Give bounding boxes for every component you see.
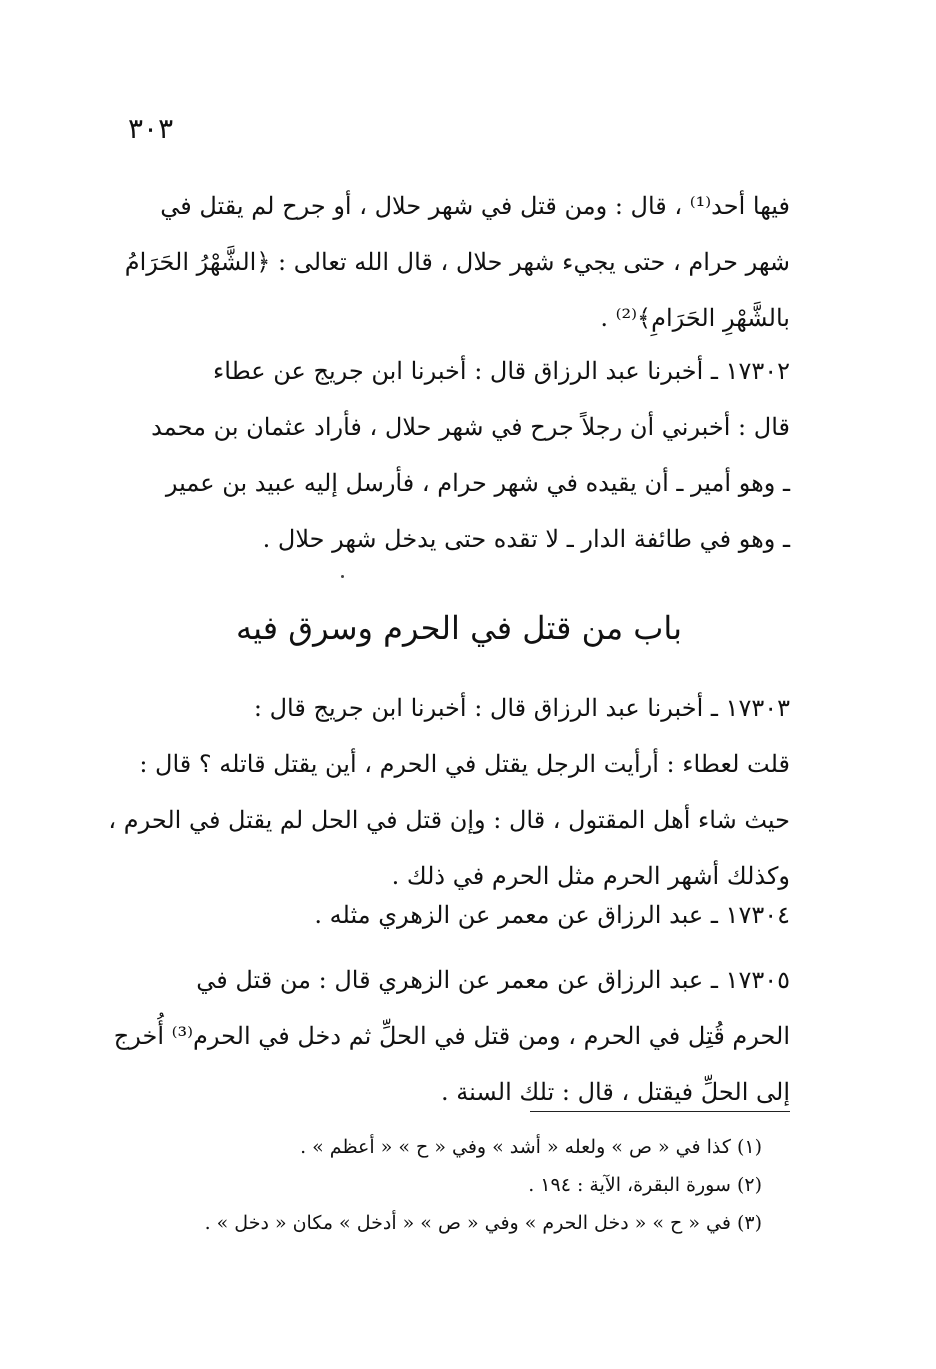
text-line: شهر حرام ، حتى يجيء شهر حلال ، قال الله تعالى : ﴿الشَّهْرُ الحَرَامُ [124,248,790,276]
text-line: ١٧٣٠٣ ـ أخبرنا عبد الرزاق قال : أخبرنا ابن جريج قال : [253,694,790,722]
text-line: وكذلك أشهر الحرم مثل الحرم في ذلك . [391,862,790,890]
text-line: فيها أحد⁽¹⁾ ، قال : ومن قتل في شهر حلال ، أو جرح لم يقتل في [160,192,790,220]
hadith-17304 [128,887,790,943]
footnote-2: (٢) سورة البقرة، الآية : ١٩٤ . [528,1174,762,1196]
footnote-3: (٣) في « ح » « دخل الحرم » وفي « ص » « أدخل » مكان « دخل » . [204,1212,762,1234]
ink-dot [341,575,344,578]
hadith-17302 [128,343,790,567]
text-line: قلت لعطاء : أرأيت الرجل يقتل في الحرم ، أين يقتل قاتله ؟ قال : [139,750,790,778]
text-line: ١٧٣٠٤ ـ عبد الرزاق عن معمر عن الزهري مثله . [314,901,790,929]
footnotes [128,1128,790,1242]
hadith-17303 [108,680,790,904]
footnote-1: (١) كذا في « ص » ولعله « أشد » وفي « ح » « أعظم » . [300,1136,762,1158]
page-number: ٣٠٣ [128,112,174,145]
text-line: ١٧٣٠٥ ـ عبد الرزاق عن معمر عن الزهري قال : من قتل في [196,966,790,994]
text-line: حيث شاء أهل المقتول ، قال : وإن قتل في الحل لم يقتل في الحرم ، [108,806,790,834]
text-line: بالشَّهْرِ الحَرَامِ﴾⁽²⁾ . [600,304,790,332]
chapter-heading: باب من قتل في الحرم وسرق فيه [235,609,683,647]
paragraph-continuation [124,178,790,346]
text-line: قال : أخبرني أن رجلاً جرح في شهر حلال ، فأراد عثمان بن محمد [151,413,790,441]
text-line: ـ وهو أمير ـ أن يقيده في شهر حرام ، فأرسل إليه عبيد بن عمير [165,469,790,497]
text-line: الحرم قُتِل في الحرم ، ومن قتل في الحلِّ ثم دخل في الحرم⁽³⁾ أُخرج [113,1022,790,1050]
text-line: ١٧٣٠٢ ـ أخبرنا عبد الرزاق قال : أخبرنا ابن جريج عن عطاء [213,357,790,385]
text-line: ـ وهو في طائفة الدار ـ لا تقده حتى يدخل شهر حلال . [262,525,790,553]
footnote-divider [530,1111,790,1112]
text-line: إلى الحلِّ فيقتل ، قال : تلك السنة . [441,1078,790,1106]
hadith-17305 [113,952,790,1120]
